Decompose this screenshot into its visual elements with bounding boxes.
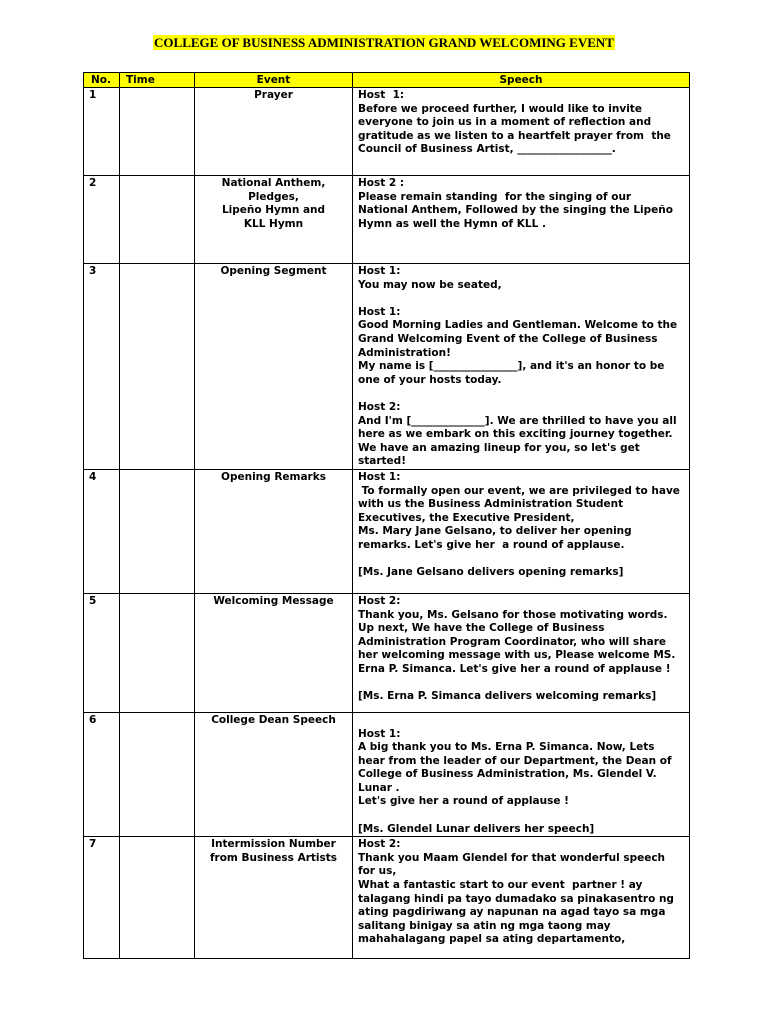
table-row bbox=[84, 264, 690, 470]
row-event: College Dean Speech bbox=[195, 712, 353, 836]
row-number: 4 bbox=[84, 469, 120, 593]
row-speech: Host 1: Before we proceed further, I would like to invite everyone to join us in a moment of reflection and gratitude as we listen to a heartfelt prayer from the Council of Business Artist, __________________. bbox=[353, 88, 690, 176]
row-event: Intermission Number from Business Artists bbox=[195, 837, 353, 959]
table-row bbox=[84, 712, 690, 836]
row-number: 7 bbox=[84, 837, 120, 959]
row-speech: Host 2: Thank you, Ms. Gelsano for those motivating words. Up next, We have the College of Business Administration Program Coordinator, who will share her welcoming message with us, Please welcome MS. Erna P. Simanca. Let's give her a round of applause ! [Ms. Erna P. Simanca delivers welcoming remarks] bbox=[353, 593, 690, 712]
page-title bbox=[0, 35, 768, 51]
table-header-row bbox=[84, 73, 690, 88]
column-header-event: Event bbox=[195, 73, 353, 88]
column-header-no: No. bbox=[84, 73, 120, 88]
row-time bbox=[120, 176, 195, 264]
row-speech: Host 2 : Please remain standing for the singing of our National Anthem, Followed by the singing the Lipeño Hymn as well the Hymn of KLL . bbox=[353, 176, 690, 264]
table-row bbox=[84, 88, 690, 176]
table-row bbox=[84, 469, 690, 593]
row-number: 2 bbox=[84, 176, 120, 264]
row-event: National Anthem, Pledges, Lipeño Hymn and KLL Hymn bbox=[195, 176, 353, 264]
column-header-time: Time bbox=[120, 73, 195, 88]
row-speech: Host 2: Thank you Maam Glendel for that wonderful speech for us, What a fantastic start to our event partner ! ay talagang hindi pa tayo dumadako sa pinakasentro ng ating pagdiriwang ay napunan na agad tayo sa mga salitang binigay sa atin ng mga taong may mahahalagang papel sa ating departamento, bbox=[353, 837, 690, 959]
row-event: Opening Segment bbox=[195, 264, 353, 470]
row-speech: Host 1: To formally open our event, we are privileged to have with us the Business Administration Student Executives, the Executive President, Ms. Mary Jane Gelsano, to deliver her opening remarks. Let's give her a round of applause. [Ms. Jane Gelsano delivers opening remarks] bbox=[353, 469, 690, 593]
row-time bbox=[120, 88, 195, 176]
row-time bbox=[120, 264, 195, 470]
row-number: 3 bbox=[84, 264, 120, 470]
row-event: Welcoming Message bbox=[195, 593, 353, 712]
row-number: 5 bbox=[84, 593, 120, 712]
row-event: Opening Remarks bbox=[195, 469, 353, 593]
row-event: Prayer bbox=[195, 88, 353, 176]
row-time bbox=[120, 837, 195, 959]
table-row bbox=[84, 176, 690, 264]
table-row bbox=[84, 593, 690, 712]
column-header-speech: Speech bbox=[353, 73, 690, 88]
row-speech: Host 1: You may now be seated, Host 1: Good Morning Ladies and Gentleman. Welcome to the Grand Welcoming Event of the College of Business Administration! My name is [________________], and it's an honor to be one of your hosts today. Host 2: And I'm [______________]. We are thrilled to have you all here as we embark on this exciting journey together. We have an amazing lineup for you, so let's get started! bbox=[353, 264, 690, 470]
row-number: 6 bbox=[84, 712, 120, 836]
program-table bbox=[83, 72, 690, 959]
page-title-text: COLLEGE OF BUSINESS ADMINISTRATION GRAND WELCOMING EVENT bbox=[154, 35, 614, 50]
table-row bbox=[84, 837, 690, 959]
row-time bbox=[120, 469, 195, 593]
row-number: 1 bbox=[84, 88, 120, 176]
row-time bbox=[120, 593, 195, 712]
row-time bbox=[120, 712, 195, 836]
row-speech: Host 1: A big thank you to Ms. Erna P. Simanca. Now, Lets hear from the leader of our Department, the Dean of College of Business Administration, Ms. Glendel V. Lunar . Let's give her a round of applause ! [Ms. Glendel Lunar delivers her speech] bbox=[353, 712, 690, 836]
